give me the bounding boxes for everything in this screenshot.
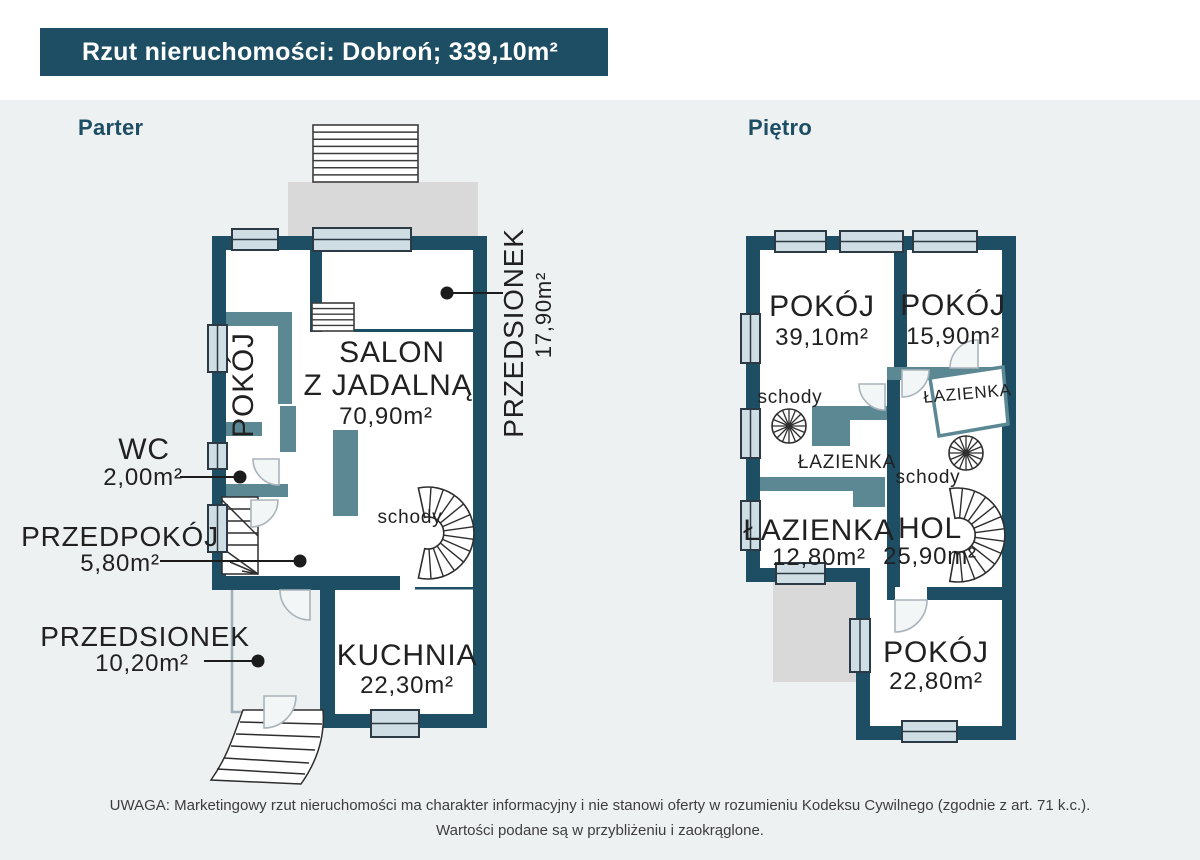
przedsionek-dol-leader xyxy=(204,655,265,668)
salon-label-2: Z JADALNĄ xyxy=(303,369,473,402)
heading-parter: Parter xyxy=(78,115,144,140)
pietro-window-left-1 xyxy=(741,314,760,363)
pietro-window-pokoj3-left xyxy=(850,619,870,672)
przedpokoj-area: 5,80m² xyxy=(80,550,160,577)
pietro-window-top-2 xyxy=(840,231,903,252)
pietro-plan xyxy=(741,231,1016,742)
wc-label: WC xyxy=(118,433,170,466)
pokoj3-label: POKÓJ xyxy=(883,636,989,669)
lazienka-gorna-label: ŁAZIENKA xyxy=(922,380,1013,407)
lazienka-srodkowa-label: ŁAZIENKA xyxy=(797,452,897,473)
salon-area: 70,90m² xyxy=(339,403,433,430)
parter-window-left-2 xyxy=(208,443,227,469)
schody-lewe-label: schody xyxy=(757,387,823,408)
schody-parter-label: schody xyxy=(377,507,443,528)
pietro-terrace xyxy=(773,582,856,682)
pietro-spiral-right xyxy=(949,436,983,470)
page-title: Rzut nieruchomości: Dobroń; 339,10m² xyxy=(82,37,559,66)
przedsionek-gora-area: 17,90m² xyxy=(531,271,556,359)
pietro-window-pokoj3-bottom xyxy=(902,721,957,742)
pietro-window-left-2 xyxy=(741,409,760,458)
parter-deck-steps xyxy=(313,125,418,182)
wc-area: 2,00m² xyxy=(103,464,183,491)
pokoj2-area: 15,90m² xyxy=(906,323,1000,350)
przedpokoj-label: PRZEDPOKÓJ xyxy=(21,521,219,552)
vestibule-top-door xyxy=(280,590,310,620)
pokoj1-area: 39,10m² xyxy=(775,324,869,351)
kuchnia-area: 22,30m² xyxy=(360,672,454,699)
pokoj-parter-label: POKÓJ xyxy=(227,332,260,438)
pietro-window-top-3 xyxy=(913,231,977,252)
pokoj3-area: 22,80m² xyxy=(889,668,983,695)
parter-window-left-1 xyxy=(208,325,227,372)
parter-plan xyxy=(21,125,556,784)
przedsionek-dol-label: PRZEDSIONEK xyxy=(40,621,250,652)
hol-area: 25,90m² xyxy=(883,543,977,570)
lazienka-label: ŁAZIENKA xyxy=(743,514,895,547)
parter-window-top-left xyxy=(232,229,278,250)
disclaimer xyxy=(0,794,1200,844)
hol-label: HOL xyxy=(897,512,963,545)
salon-label: SALON xyxy=(339,336,445,369)
heading-pietro: Piętro xyxy=(748,115,813,140)
przedsionek-dol-area: 10,20m² xyxy=(95,650,189,677)
przedsionek-gora-label: PRZEDSIONEK xyxy=(498,228,529,438)
parter-window-top-center xyxy=(313,228,411,251)
disclaimer-line-2: Wartości podane są w przybliżeniu i zaokrąglone. xyxy=(436,821,764,839)
lazienka-area: 12,80m² xyxy=(772,544,866,571)
disclaimer-line-1: UWAGA: Marketingowy rzut nieruchomości ma charakter informacyjny i nie stanowi oferty w rozumieniu Kodeksu Cywilnego (zgodnie z art. 71 k.c.). xyxy=(109,797,1091,814)
schody-prawe-label: schody xyxy=(895,467,961,488)
pokoj2-label: POKÓJ xyxy=(900,289,1006,322)
parter-entry-steps-top xyxy=(312,303,354,331)
pietro-spiral-left xyxy=(772,409,806,443)
pietro-window-top-1 xyxy=(775,231,826,252)
parter-window-kitchen xyxy=(371,710,419,737)
pokoj1-label: POKÓJ xyxy=(769,290,875,323)
kuchnia-label: KUCHNIA xyxy=(336,639,478,672)
